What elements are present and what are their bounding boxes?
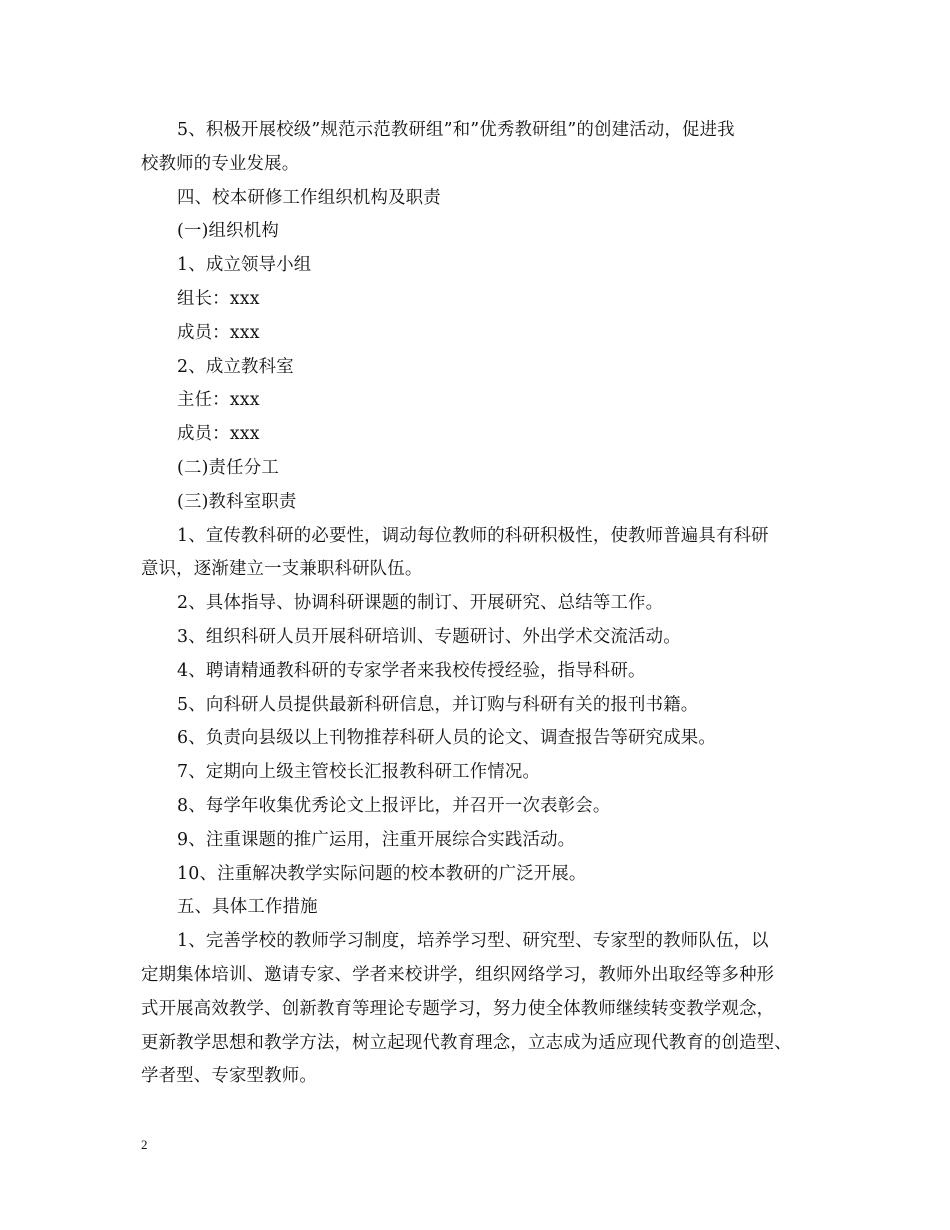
text-line: 5、向科研人员提供最新科研信息，并订购与科研有关的报刊书籍。 — [177, 694, 699, 715]
text-line: 学者型、专家型教师。 — [141, 1066, 317, 1087]
text-line: 7、定期向上级主管校长汇报教科研工作情况。 — [177, 762, 541, 783]
text-line: 主任：xxx — [177, 390, 260, 411]
text-line: (一)组织机构 — [177, 221, 279, 242]
text-line: 8、每学年收集优秀论文上报评比，并召开一次表彰会。 — [177, 795, 611, 816]
text-line: 4、聘请精通教科研的专家学者来我校传授经验，指导科研。 — [177, 660, 646, 681]
text-line: 2、成立教科室 — [177, 356, 294, 377]
text-line: 2、具体指导、协调科研课题的制订、开展研究、总结等工作。 — [177, 593, 664, 614]
text-line: 更新教学思想和教学方法，树立起现代教育理念，立志成为适应现代教育的创造型、 — [141, 1032, 792, 1053]
text-line: 1、宣传教科研的必要性，调动每位教师的科研积极性，使教师普遍具有科研 — [177, 525, 769, 546]
text-line: 式开展高效教学、创新教育等理论专题学习，努力使全体教师继续转变教学观念， — [141, 998, 775, 1019]
text-line: 1、完善学校的教师学习制度，培养学习型、研究型、专家型的教师队伍，以 — [177, 931, 769, 952]
text-line: 校教师的专业发展。 — [141, 153, 300, 174]
document-body — [141, 114, 841, 1094]
text-line: 组长：xxx — [177, 288, 260, 309]
text-line: 6、负责向县级以上刊物推荐科研人员的论文、调查报告等研究成果。 — [177, 728, 716, 749]
text-line: 1、成立领导小组 — [177, 255, 312, 276]
text-line: 意识，逐渐建立一支兼职科研队伍。 — [141, 559, 423, 580]
text-line: 3、组织科研人员开展科研培训、专题研讨、外出学术交流活动。 — [177, 626, 681, 647]
text-line: (三)教科室职责 — [177, 491, 297, 512]
text-line: 10、注重解决教学实际问题的校本教研的广泛开展。 — [177, 863, 587, 884]
text-line: 五、具体工作措施 — [177, 897, 318, 918]
text-line: 5、积极开展校级”规范示范教研组”和”优秀教研组”的创建活动，促进我 — [177, 120, 735, 140]
text-line: 四、校本研修工作组织机构及职责 — [177, 187, 441, 208]
text-line: (二)责任分工 — [177, 457, 279, 478]
text-line: 成员：xxx — [177, 424, 260, 445]
page-number: 2 — [141, 1137, 148, 1152]
text-line: 9、注重课题的推广运用，注重开展综合实践活动。 — [177, 829, 576, 850]
text-line: 定期集体培训、邀请专家、学者来校讲学，组织网络学习，教师外出取经等多种形 — [141, 964, 775, 985]
text-line: 成员：xxx — [177, 322, 260, 343]
